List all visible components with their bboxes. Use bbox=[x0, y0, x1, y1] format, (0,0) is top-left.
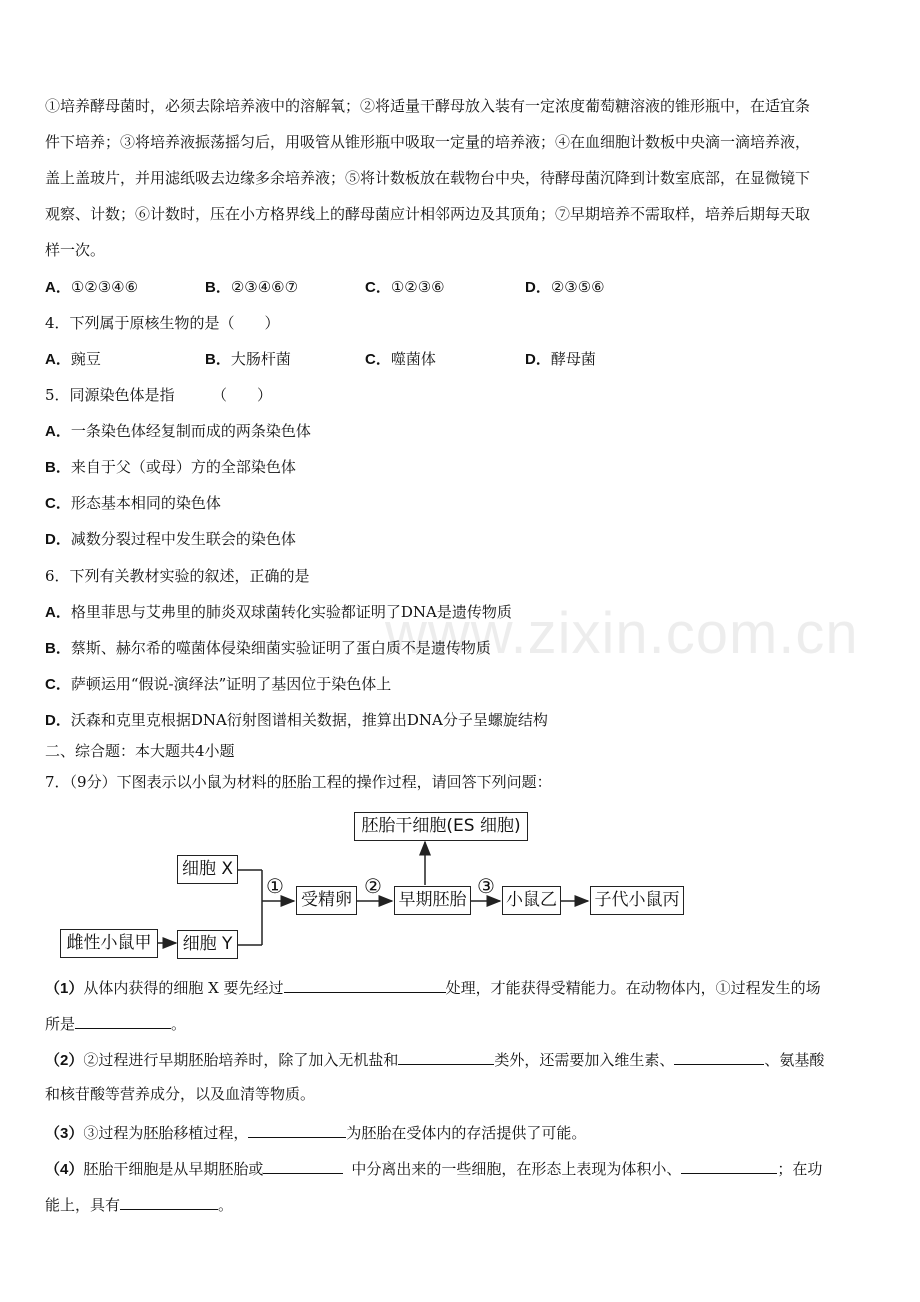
q4-option-d[interactable]: D．酵母菌 bbox=[525, 350, 596, 368]
q3-line-2: 件下培养；③将培养液振荡摇匀后，用吸管从锥形瓶中吸取一定量的培养液；④在血细胞计数板中央滴一滴培养液， bbox=[45, 133, 811, 151]
q7-sub2-blank2[interactable] bbox=[674, 1048, 764, 1065]
q7-sub2-line2: 和核苷酸等营养成分，以及血清等物质。 bbox=[45, 1085, 316, 1103]
q5-option-c[interactable]: C．形态基本相同的染色体 bbox=[45, 494, 221, 512]
zygote-box: 受精卵 bbox=[296, 886, 357, 915]
mouse-b-box: 小鼠乙 bbox=[502, 886, 561, 915]
q5-option-a[interactable]: A．一条染色体经复制而成的两条染色体 bbox=[45, 422, 311, 440]
step1-label: ① bbox=[266, 874, 284, 898]
early-embryo-box: 早期胚胎 bbox=[394, 886, 471, 915]
cell-x-box: 细胞 X bbox=[177, 855, 238, 884]
q3-line-5: 样一次。 bbox=[45, 241, 106, 259]
q7-sub1-blank2[interactable] bbox=[75, 1012, 171, 1029]
step3-label: ③ bbox=[477, 874, 495, 898]
cell-y-box: 细胞 Y bbox=[177, 930, 238, 959]
watermark: www.zixin.com.cn bbox=[385, 601, 859, 666]
q3-option-b[interactable]: B．②③④⑥⑦ bbox=[205, 278, 299, 296]
q4-stem: 4．下列属于原核生物的是（ ） bbox=[45, 314, 280, 332]
q7-sub4-blank2[interactable] bbox=[681, 1157, 777, 1174]
q3-option-d[interactable]: D．②③⑤⑥ bbox=[525, 278, 605, 296]
q7-sub4-blank1[interactable] bbox=[263, 1157, 343, 1174]
q6-option-a[interactable]: A．格里菲思与艾弗里的肺炎双球菌转化实验都证明了DNA是遗传物质 bbox=[45, 603, 512, 621]
q7-sub2-blank1[interactable] bbox=[398, 1048, 494, 1065]
q4-option-c[interactable]: C．噬菌体 bbox=[365, 350, 436, 368]
q6-option-b[interactable]: B．蔡斯、赫尔希的噬菌体侵染细菌实验证明了蛋白质不是遗传物质 bbox=[45, 639, 491, 657]
q3-option-c[interactable]: C．①②③⑥ bbox=[365, 278, 445, 296]
q3-option-a[interactable]: A．①②③④⑥ bbox=[45, 278, 139, 296]
q7-stem: 7．（9分）下图表示以小鼠为材料的胚胎工程的操作过程，请回答下列问题： bbox=[45, 773, 552, 791]
q7-sub4-line1: （4）胚胎干细胞是从早期胚胎或 中分离出来的一些细胞，在形态上表现为体积小、 ；在功 bbox=[45, 1157, 822, 1180]
q7-sub3-line1: （3）③过程为胚胎移植过程， 为胚胎在受体内的存活提供了可能。 bbox=[45, 1121, 586, 1144]
q7-sub1-blank1[interactable] bbox=[284, 976, 446, 993]
offspring-mouse-box: 子代小鼠丙 bbox=[590, 886, 684, 915]
q4-option-b[interactable]: B．大肠杆菌 bbox=[205, 350, 291, 368]
es-cell-box: 胚胎干细胞(ES 细胞) bbox=[354, 812, 528, 841]
q3-line-4: 观察、计数；⑥计数时，压在小方格界线上的酵母菌应计相邻两边及其顶角；⑦早期培养不需取样，培养后期每天取 bbox=[45, 205, 811, 223]
female-mouse-box: 雌性小鼠甲 bbox=[60, 929, 158, 958]
step2-label: ② bbox=[364, 874, 382, 898]
q7-sub2-line1: （2）②过程进行早期胚胎培养时，除了加入无机盐和 类外，还需要加入维生素、 、氨基酸 bbox=[45, 1048, 824, 1071]
q3-line-3: 盖上盖玻片，并用滤纸吸去边缘多余培养液；⑤将计数板放在载物台中央，待酵母菌沉降到计数室底部，在显微镜下 bbox=[45, 169, 811, 187]
q5-stem: 5．同源染色体是指 （ ） bbox=[45, 386, 273, 404]
q3-line-1: ①培养酵母菌时，必须去除培养液中的溶解氧；②将适量干酵母放入装有一定浓度葡萄糖溶液的锥形瓶中，在适宜条 bbox=[45, 97, 811, 115]
q7-sub1-line2: 所是 。 bbox=[45, 1012, 186, 1034]
q5-option-d[interactable]: D．减数分裂过程中发生联会的染色体 bbox=[45, 530, 296, 548]
q6-option-c[interactable]: C．萨顿运用“假说-演绎法”证明了基因位于染色体上 bbox=[45, 675, 392, 693]
q6-stem: 6．下列有关教材实验的叙述，正确的是 bbox=[45, 567, 310, 585]
q6-option-d[interactable]: D．沃森和克里克根据DNA衍射图谱相关数据，推算出DNA分子呈螺旋结构 bbox=[45, 711, 548, 729]
section-2-heading: 二、综合题：本大题共4小题 bbox=[45, 742, 235, 760]
q7-sub4-line2: 能上，具有 。 bbox=[45, 1193, 233, 1215]
q4-option-a[interactable]: A．豌豆 bbox=[45, 350, 101, 368]
q7-sub4-blank3[interactable] bbox=[120, 1193, 218, 1210]
q5-option-b[interactable]: B．来自于父（或母）方的全部染色体 bbox=[45, 458, 296, 476]
q7-sub1-line1: （1）从体内获得的细胞 X 要先经过 处理，才能获得受精能力。在动物体内，①过程发生的场 bbox=[45, 976, 821, 999]
q7-sub3-blank1[interactable] bbox=[248, 1121, 346, 1138]
